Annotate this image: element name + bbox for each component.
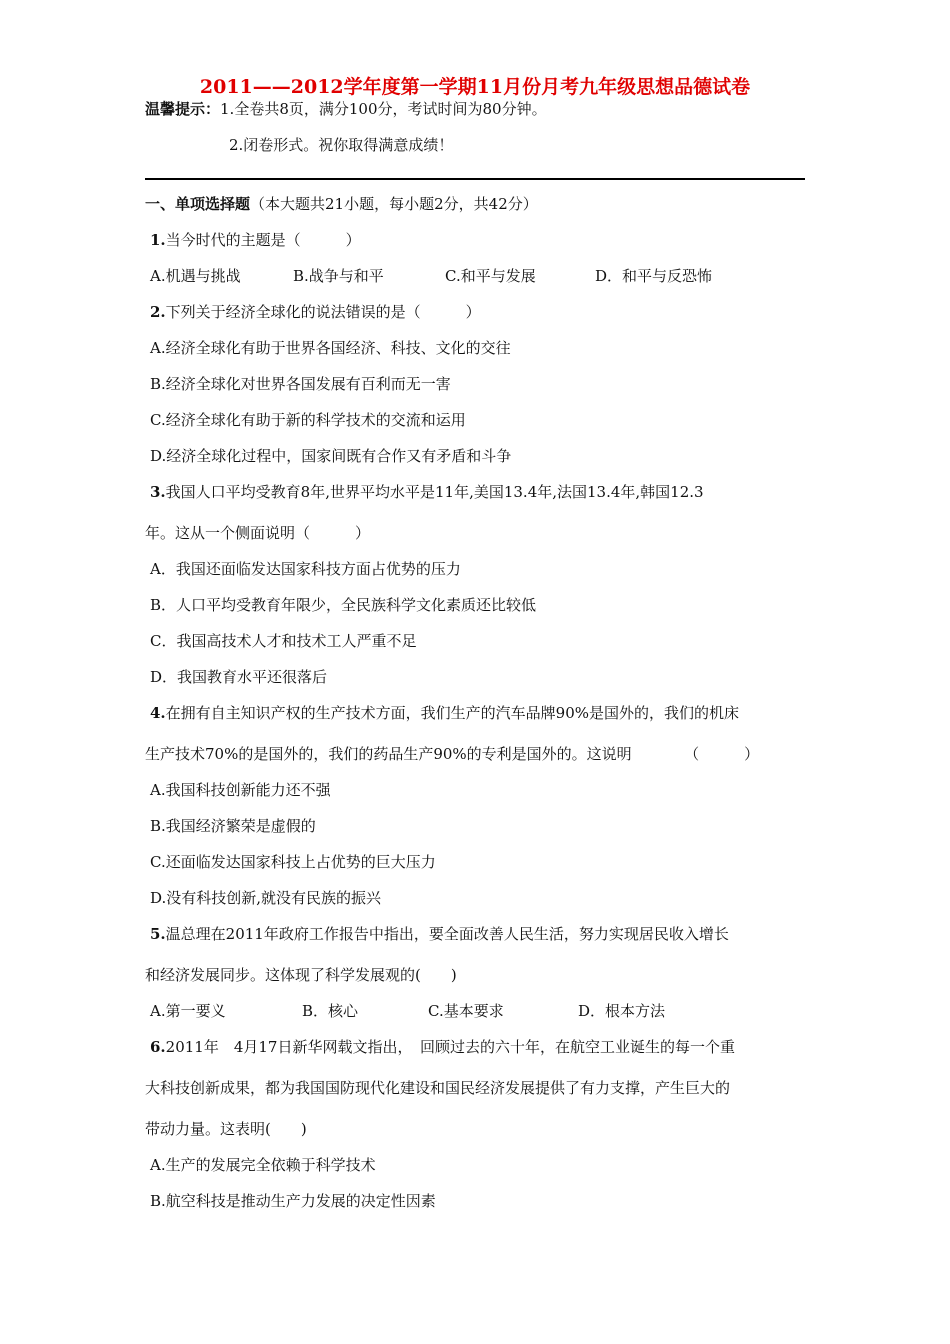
section-note: （本大题共21小题，每小题2分，共42分） xyxy=(250,195,538,213)
option: A.机遇与挑战 xyxy=(150,267,241,285)
option: B.航空科技是推动生产力发展的决定性因素 xyxy=(150,1192,436,1210)
option: A.生产的发展完全依赖于科学技术 xyxy=(150,1156,376,1174)
question-text: 温总理在2011年政府工作报告中指出，要全面改善人民生活，努力实现居民收入增长 xyxy=(165,925,729,943)
option: A.第一要义 xyxy=(150,1002,226,1020)
question-number: 6. xyxy=(150,1038,166,1056)
option: C.和平与发展 xyxy=(445,267,536,285)
question-2-stem xyxy=(150,302,481,322)
question-text: 我国人口平均受教育8年,世界平均水平是11年,美国13.4年,法国13.4年,韩国12.3 xyxy=(165,483,704,501)
option: A.经济全球化有助于世界各国经济、科技、文化的交往 xyxy=(150,339,511,357)
option: B.经济全球化对世界各国发展有百利而无一害 xyxy=(150,375,451,393)
option: C.还面临发达国家科技上占优势的巨大压力 xyxy=(150,853,436,871)
section-heading xyxy=(145,194,538,214)
option: B．核心 xyxy=(302,1002,359,1020)
question-3-stem xyxy=(150,482,704,502)
tips-text-1: 1.全卷共8页，满分100分，考试时间为80分钟。 xyxy=(220,100,547,118)
option: D.没有科技创新,就没有民族的振兴 xyxy=(150,889,382,907)
header-divider xyxy=(145,178,805,180)
question-text-cont: 年。这从一个侧面说明（ ） xyxy=(145,524,371,542)
option: A.我国科技创新能力还不强 xyxy=(150,781,331,799)
option: D．根本方法 xyxy=(578,1002,666,1020)
option: C.经济全球化有助于新的科学技术的交流和运用 xyxy=(150,411,466,429)
question-number: 3. xyxy=(150,483,166,501)
question-number: 2. xyxy=(150,303,166,321)
question-text-cont: 和经济发展同步。这体现了科学发展观的( ) xyxy=(145,966,457,984)
question-5-stem xyxy=(150,924,729,944)
question-number: 1. xyxy=(150,231,166,249)
option: D．我国教育水平还很落后 xyxy=(150,668,328,686)
tips-label: 温馨提示： xyxy=(145,100,221,118)
option: D．和平与反恐怖 xyxy=(595,267,713,285)
option: B.战争与和平 xyxy=(293,267,384,285)
option: A．我国还面临发达国家科技方面占优势的压力 xyxy=(150,560,461,578)
question-number: 5. xyxy=(150,925,166,943)
question-text-cont: 生产技术70%的是国外的，我们的药品生产90%的专利是国外的。这说明 （ ） xyxy=(145,745,760,763)
option: B．人口平均受教育年限少，全民族科学文化素质还比较低 xyxy=(150,596,537,614)
exam-title: 2011——2012学年度第一学期11月份月考九年级思想品德试卷 xyxy=(199,76,751,98)
question-text: 在拥有自主知识产权的生产技术方面，我们生产的汽车品牌90%是国外的，我们的机床 xyxy=(165,704,740,722)
tips-line-2: 2.闭卷形式。祝你取得满意成绩！ xyxy=(229,136,454,154)
question-1-stem xyxy=(150,230,361,250)
question-6-stem xyxy=(150,1037,735,1057)
option: D.经济全球化过程中，国家间既有合作又有矛盾和斗争 xyxy=(150,447,512,465)
question-text-cont: 带动力量。这表明( ) xyxy=(145,1120,307,1138)
question-text: 下列关于经济全球化的说法错误的是（ ） xyxy=(165,303,481,321)
question-4-stem xyxy=(150,703,739,723)
option: C．我国高技术人才和技术工人严重不足 xyxy=(150,632,417,650)
question-text: 当今时代的主题是（ ） xyxy=(165,231,361,249)
option: C.基本要求 xyxy=(428,1002,504,1020)
tips-line-1 xyxy=(145,99,547,119)
question-text-cont: 大科技创新成果，都为我国国防现代化建设和国民经济发展提供了有力支撑，产生巨大的 xyxy=(145,1079,731,1097)
question-number: 4. xyxy=(150,704,166,722)
option: B.我国经济繁荣是虚假的 xyxy=(150,817,316,835)
question-text: 2011年 4月17日新华网载文指出， 回顾过去的六十年，在航空工业诞生的每一个重 xyxy=(165,1038,735,1056)
section-title: 一、单项选择题 xyxy=(145,195,251,213)
